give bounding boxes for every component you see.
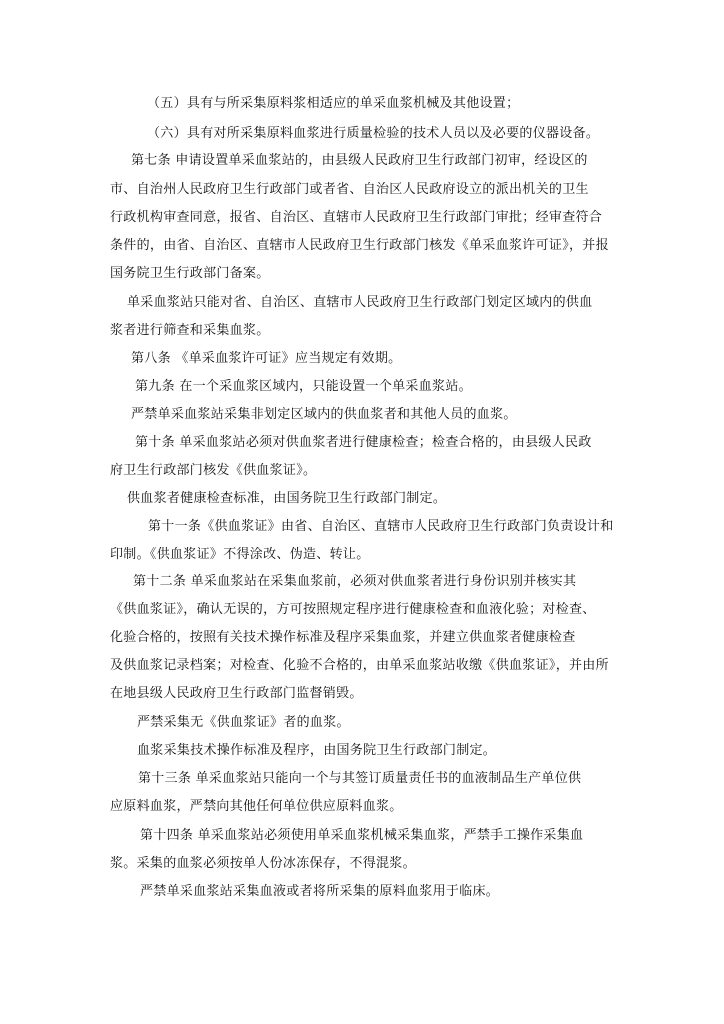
text-line-23: 严禁采集无《供血浆证》者的血浆。 [137,715,350,730]
text-line-17: 印制。《供血浆证》不得涂改、伪造、转让。 [110,547,370,562]
text-line-1: （五）具有与所采集原料浆相适应的单采血浆机械及其他设置； [147,96,520,111]
article-12-line: 第十二条 单采血浆站在采集血浆前，必须对供血浆者进行身份识别并核实其 [133,574,577,589]
text-line-19: 《供血浆证》，确认无误的，方可按照规定程序进行健康检查和血液化验；对检查、 [110,602,596,617]
text-line-22: 在地县级人民政府卫生行政部门监督销毁。 [110,686,363,701]
text-line-20: 化验合格的，按照有关技术操作标准及程序采集血浆，并建立供血浆者健康检查 [110,630,576,645]
text-line-7: 国务院卫生行政部门备案。 [110,266,270,281]
article-10-line: 第十条 单采血浆站必须对供血浆者进行健康检查；检查合格的，由县级人民政 [135,435,592,450]
text-line-4: 市、自治州人民政府卫生行政部门或者省、自治区人民政府设立的派出机关的卫生 [110,182,589,197]
text-line-26: 应原料血浆，严禁向其他任何单位供应原料血浆。 [110,799,403,814]
text-line-9: 浆者进行筛查和采集血浆。 [110,323,270,338]
text-line-8: 单采血浆站只能对省、自治区、直辖市人民政府卫生行政部门划定区域内的供血 [127,295,593,310]
text-line-14: 府卫生行政部门核发《供血浆证》。 [110,463,317,478]
article-11-line: 第十一条《供血浆证》由省、自治区、直辖市人民政府卫生行政部门负责设计和 [148,519,614,534]
text-line-29: 严禁单采血浆站采集血液或者将所采集的原料血浆用于临床。 [140,884,500,899]
article-9-line: 第九条 在一个采血浆区域内，只能设置一个单采血浆站。 [135,379,472,394]
text-line-28: 浆。采集的血浆必须按单人份冰冻保存，不得混浆。 [110,856,416,871]
article-8-line: 第八条 《单采血浆许可证》应当规定有效期。 [131,351,402,366]
text-line-15: 供血浆者健康检查标准，由国务院卫生行政部门制定。 [127,491,447,506]
text-line-5: 行政机构审查同意，报省、自治区、直辖市人民政府卫生行政部门审批；经审查符合 [110,210,603,225]
article-7-heading-line: 第七条 申请设置单采血浆站的，由县级人民政府卫生行政部门初审，经设区的 [131,153,588,168]
article-14-line: 第十四条 单采血浆站必须使用单采血浆机械采集血浆，严禁手工操作采集血 [140,828,584,843]
text-line-6: 条件的，由省、自治区、直辖市人民政府卫生行政部门核发《单采血浆许可证》，并报 [110,238,609,253]
text-line-24: 血浆采集技术操作标准及程序，由国务院卫生行政部门制定。 [137,743,497,758]
text-line-21: 及供血浆记录档案；对检查、化验不合格的，由单采血浆站收缴《供血浆证》，并由所 [110,658,609,673]
text-line-2: （六）具有对所采集原料血浆进行质量检验的技术人员以及必要的仪器设备。 [147,126,600,141]
text-line-12: 严禁单采血浆站采集非划定区域内的供血浆者和其他人员的血浆。 [131,407,517,422]
article-13-line: 第十三条 单采血浆站只能向一个与其签订质量责任书的血液制品生产单位供 [138,771,582,786]
